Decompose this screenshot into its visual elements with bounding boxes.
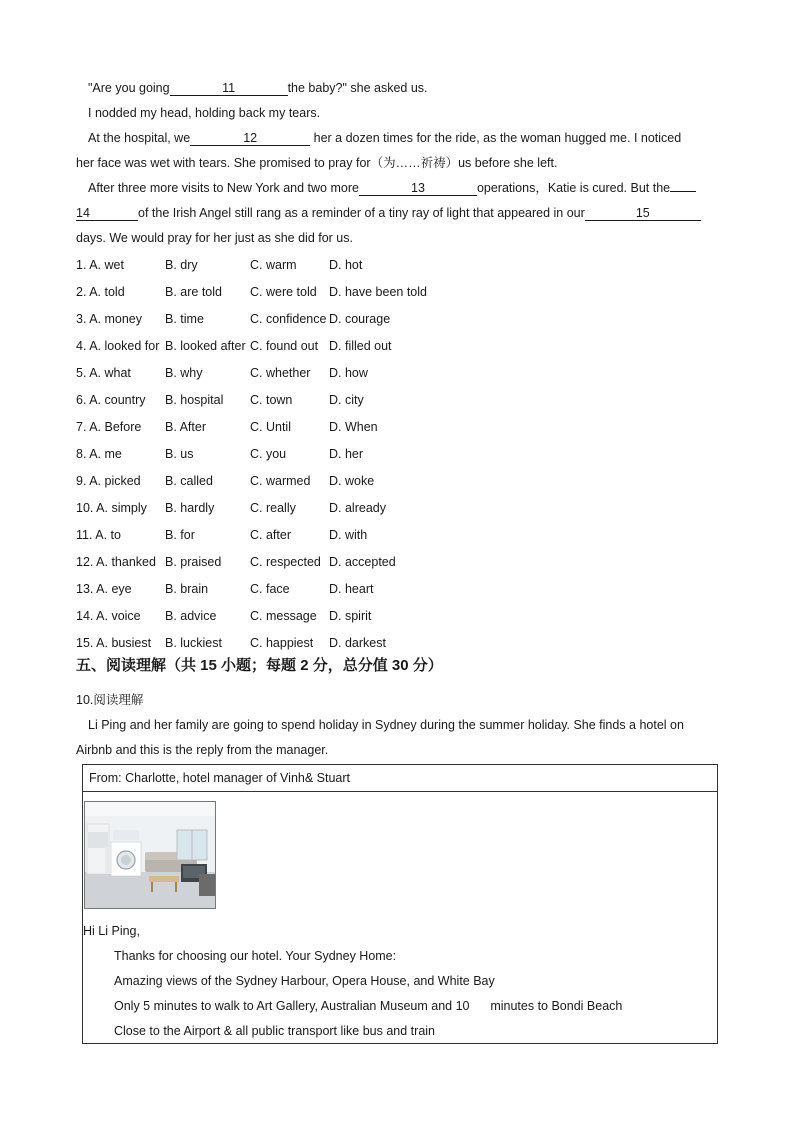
option-a: 2. A. told xyxy=(76,285,125,299)
blank-tail xyxy=(670,191,696,192)
option-row xyxy=(76,365,726,381)
reply-line-2: Amazing views of the Sydney Harbour, Opera House, and White Bay xyxy=(114,974,495,988)
option-b: B. dry xyxy=(165,258,198,272)
passage-text: At the hospital, we xyxy=(88,131,191,145)
reply-line-3: Only 5 minutes to walk to Art Gallery, Australian Museum and 10 minutes to Bondi Beach xyxy=(114,999,623,1013)
passage-line-2: I nodded my head, holding back my tears. xyxy=(88,106,321,120)
option-row xyxy=(76,419,726,435)
option-a: 6. A. country xyxy=(76,393,146,407)
option-row xyxy=(76,311,726,327)
passage-line-1 xyxy=(88,80,428,96)
option-c: C. found out xyxy=(250,339,319,353)
option-row xyxy=(76,608,726,624)
option-a: 10. A. simply xyxy=(76,501,147,515)
option-b: B. advice xyxy=(165,609,217,623)
blank-14: 14 xyxy=(76,206,138,221)
option-b: B. After xyxy=(165,420,206,434)
reply-line-1: Thanks for choosing our hotel. Your Sydney Home: xyxy=(114,949,397,963)
option-d: D. woke xyxy=(329,474,375,488)
option-row xyxy=(76,338,726,354)
option-row xyxy=(76,581,726,597)
option-b: B. called xyxy=(165,474,213,488)
passage-line-3 xyxy=(88,130,681,146)
from-line: From: Charlotte, hotel manager of Vinh& Stuart xyxy=(83,765,717,792)
option-b: B. hardly xyxy=(165,501,215,515)
passage-text: "Are you going xyxy=(88,81,170,95)
passage-line-5 xyxy=(88,180,696,196)
reading-label: 10.阅读理解 xyxy=(76,693,144,707)
option-a: 3. A. money xyxy=(76,312,143,326)
option-c: C. respected xyxy=(250,555,321,569)
option-d: D. have been told xyxy=(329,285,427,299)
option-b: B. time xyxy=(165,312,204,326)
option-b: B. are told xyxy=(165,285,222,299)
greeting: Hi Li Ping, xyxy=(83,924,140,938)
option-row xyxy=(76,527,726,543)
passage-text: the baby?" she asked us. xyxy=(287,81,428,95)
option-row xyxy=(76,554,726,570)
option-d: D. city xyxy=(329,393,364,407)
option-row xyxy=(76,500,726,516)
option-c: C. warm xyxy=(250,258,297,272)
option-a: 5. A. what xyxy=(76,366,131,380)
option-a: 4. A. looked for xyxy=(76,339,160,353)
option-d: D. courage xyxy=(329,312,391,326)
option-d: D. her xyxy=(329,447,364,461)
option-b: B. for xyxy=(165,528,195,542)
reading-intro-1: Li Ping and her family are going to spend holiday in Sydney during the summer holiday. She finds a hotel on xyxy=(88,718,684,732)
section-title: 五、阅读理解（共 15 小题；每题 2 分，总分值 30 分） xyxy=(76,657,443,674)
hotel-reply-box xyxy=(82,764,718,1044)
option-d: D. hot xyxy=(329,258,363,272)
option-c: C. face xyxy=(250,582,290,596)
option-b: B. praised xyxy=(165,555,222,569)
room-illustration xyxy=(85,802,216,909)
option-d: D. heart xyxy=(329,582,374,596)
option-row xyxy=(76,635,726,651)
blank-15: 15 xyxy=(585,206,701,221)
option-a: 8. A. me xyxy=(76,447,122,461)
passage-text: After three more visits to New York and two more xyxy=(88,181,359,195)
option-a: 13. A. eye xyxy=(76,582,132,596)
option-b: B. brain xyxy=(165,582,209,596)
passage-line-6 xyxy=(76,205,701,221)
option-a: 7. A. Before xyxy=(76,420,142,434)
option-c: C. message xyxy=(250,609,317,623)
option-c: C. after xyxy=(250,528,291,542)
option-d: D. how xyxy=(329,366,368,380)
passage-text: her a dozen times for the ride, as the woman hugged me. I noticed xyxy=(310,131,682,145)
option-c: C. really xyxy=(250,501,296,515)
option-a: 14. A. voice xyxy=(76,609,141,623)
passage-text: operations，Katie is cured. But the xyxy=(476,181,671,195)
blank-11: 11 xyxy=(170,81,288,96)
passage-line-7: days. We would pray for her just as she did for us. xyxy=(76,231,353,245)
option-d: D. darkest xyxy=(329,636,386,650)
option-c: C. confidence xyxy=(250,312,327,326)
option-c: C. happiest xyxy=(250,636,314,650)
option-row xyxy=(76,284,726,300)
option-c: C. whether xyxy=(250,366,311,380)
option-a: 11. A. to xyxy=(76,528,121,542)
passage-text: of the Irish Angel still rang as a reminder of a tiny ray of light that appeared in our xyxy=(138,206,585,220)
option-b: B. us xyxy=(165,447,194,461)
option-c: C. Until xyxy=(250,420,291,434)
option-c: C. you xyxy=(250,447,287,461)
blank-13: 13 xyxy=(359,181,477,196)
reply-line-4: Close to the Airport & all public transport like bus and train xyxy=(114,1024,436,1038)
option-row xyxy=(76,257,726,273)
option-c: C. town xyxy=(250,393,293,407)
option-b: B. looked after xyxy=(165,339,246,353)
passage-line-4: her face was wet with tears. She promised to pray for（为……祈祷）us before she left. xyxy=(76,156,558,170)
option-d: D. filled out xyxy=(329,339,392,353)
option-a: 1. A. wet xyxy=(76,258,124,272)
option-d: D. already xyxy=(329,501,386,515)
option-row xyxy=(76,473,726,489)
option-c: C. warmed xyxy=(250,474,311,488)
option-a: 12. A. thanked xyxy=(76,555,156,569)
hotel-room-photo xyxy=(84,801,216,909)
option-d: D. with xyxy=(329,528,368,542)
option-row xyxy=(76,392,726,408)
option-row xyxy=(76,446,726,462)
option-b: B. luckiest xyxy=(165,636,222,650)
reading-intro-2: Airbnb and this is the reply from the manager. xyxy=(76,743,329,757)
option-d: D. When xyxy=(329,420,378,434)
option-d: D. spirit xyxy=(329,609,372,623)
option-a: 15. A. busiest xyxy=(76,636,152,650)
option-d: D. accepted xyxy=(329,555,396,569)
option-c: C. were told xyxy=(250,285,317,299)
option-b: B. why xyxy=(165,366,203,380)
option-a: 9. A. picked xyxy=(76,474,141,488)
blank-12: 12 xyxy=(190,131,310,146)
option-b: B. hospital xyxy=(165,393,224,407)
